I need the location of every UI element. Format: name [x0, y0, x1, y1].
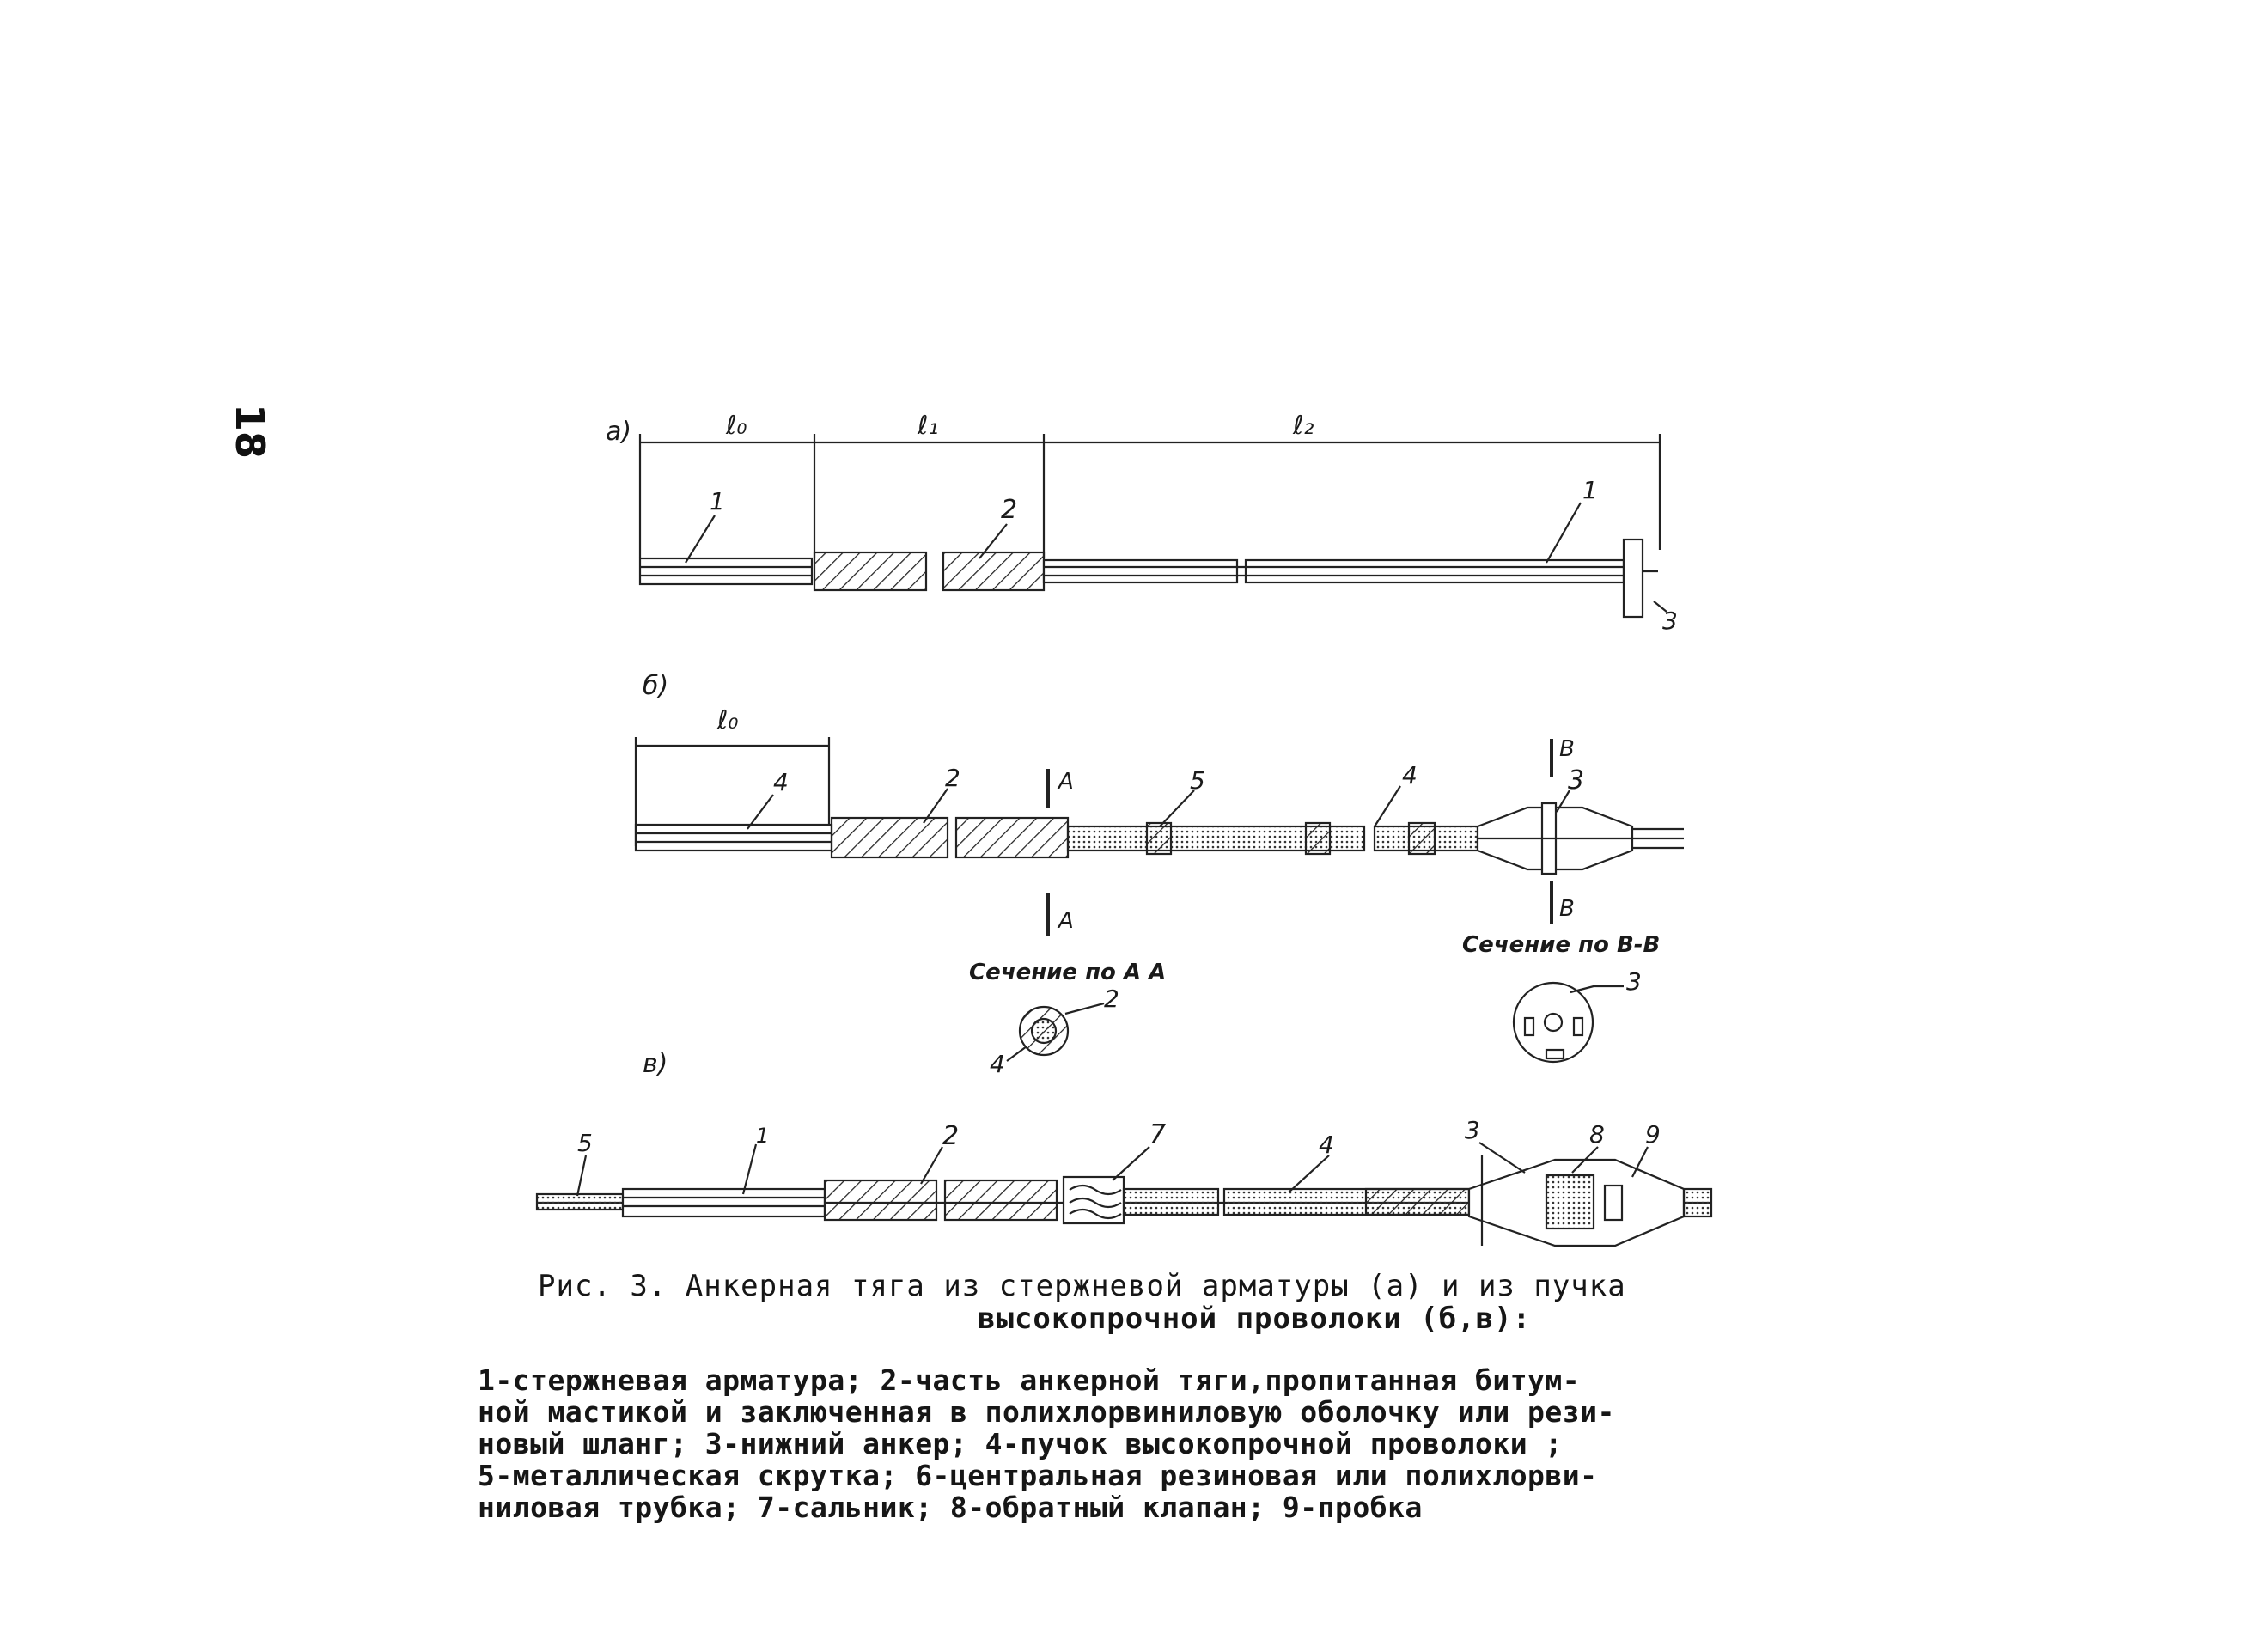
figure-b	[636, 671, 1684, 1078]
section-aa-title: Сечение по А А	[969, 960, 1167, 985]
figure-c-label: в)	[643, 1049, 668, 1079]
legend-line: ниловая трубка; 7-сальник; 8-обратный клапан; 9-пробка	[478, 1491, 1423, 1524]
callout-1: 1	[1582, 476, 1598, 504]
callout-8: 8	[1589, 1120, 1605, 1149]
callout-1: 1	[756, 1124, 770, 1148]
callout-4: 4	[1402, 761, 1418, 790]
legend-line: 1-стержневая арматура; 2-часть анкерной тяги,пропитанная битум-	[478, 1363, 1581, 1397]
plug	[1605, 1186, 1622, 1220]
callout-2: 2	[945, 764, 960, 792]
dim-l1-label: ℓ₁	[918, 411, 939, 441]
callout-5: 5	[577, 1129, 593, 1157]
callout-7: 7	[1149, 1119, 1167, 1149]
legend-line: 5-металлическая скрутка; 6-центральная резиновая или полихлорви-	[478, 1459, 1598, 1492]
dim-l0-label: ℓ₀	[717, 705, 739, 735]
figure-a-label: а)	[606, 417, 632, 447]
page-number: 18	[227, 404, 273, 460]
callout-4: 4	[1319, 1131, 1334, 1159]
metal-twist	[1306, 823, 1330, 854]
section-mark-b: B	[1559, 736, 1575, 762]
section-aa-callout-4: 4	[990, 1050, 1005, 1078]
metal-twist	[1147, 823, 1171, 854]
callout-4: 4	[773, 768, 789, 796]
caption-line-1: Рис. 3. Анкерная тяга из стержневой арматуры (а) и из пучка	[538, 1269, 1626, 1303]
sheath-segment	[945, 1180, 1057, 1220]
dim-l2-label: ℓ₂	[1293, 411, 1314, 441]
figure-legend	[478, 1364, 1783, 1523]
legend-line: новый шланг; 3-нижний анкер; 4-пучок высокопрочной проволоки ;	[478, 1427, 1563, 1460]
callout-1: 1	[710, 487, 725, 515]
callout-2: 2	[942, 1121, 960, 1151]
callout-9: 9	[1645, 1120, 1661, 1149]
figure-a	[606, 411, 1678, 635]
section-mark-a: A	[1058, 769, 1074, 795]
section-aa-callout-2: 2	[1104, 985, 1119, 1013]
sheath-segment	[956, 818, 1068, 857]
check-valve	[1546, 1175, 1594, 1229]
section-mark-b: B	[1559, 896, 1575, 922]
bottom-anchor-plate	[1624, 540, 1643, 617]
section-bb-callout-3: 3	[1626, 967, 1642, 996]
figure-caption	[538, 1270, 1758, 1335]
callout-3: 3	[1465, 1116, 1480, 1144]
metal-twist	[1409, 823, 1435, 854]
callout-2: 2	[1001, 495, 1018, 525]
dim-l0-label: ℓ₀	[726, 411, 747, 441]
sheath-segment	[943, 552, 1044, 590]
callout-3: 3	[1568, 765, 1585, 796]
sheath-segment	[825, 1180, 936, 1220]
caption-line-2: высокопрочной проволоки (б,в):	[978, 1302, 1532, 1336]
callout-5: 5	[1190, 766, 1205, 795]
figure-c	[537, 1049, 1711, 1246]
callout-3: 3	[1662, 607, 1678, 635]
figure-b-label: б)	[643, 671, 669, 701]
sheath-segment	[832, 818, 948, 857]
sheath-segment	[814, 552, 926, 590]
section-mark-a: A	[1058, 908, 1074, 934]
legend-line: ной мастикой и заключенная в полихлорвиниловую оболочку или рези-	[478, 1395, 1615, 1429]
section-bb-title: Сечение по В-В	[1462, 932, 1661, 958]
